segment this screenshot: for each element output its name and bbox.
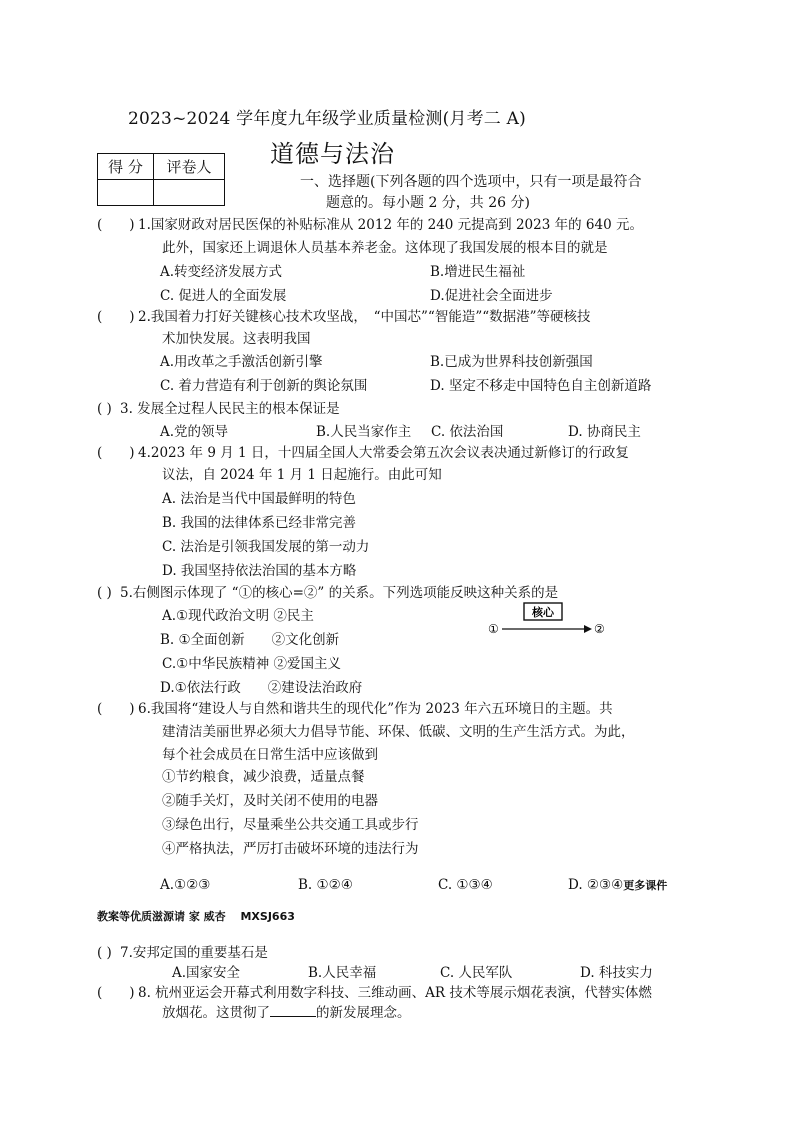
section-heading-line2: 题意的。每小题 2 分，共 26 分) [326,195,530,211]
q8-stem-line2 [162,1004,411,1022]
q2-option-a: A.用改革之手激活创新引擎 [160,354,323,370]
resource-watermark: 教案等优质滋源请 家 威杏 MXSJ663 [97,910,295,923]
q8-answer-paren[interactable]: ( ) [97,985,135,1001]
q5-stem-line1: 5.右侧图示体现了 “①的核心=②” 的关系。下列选项能反映这种关系的是 [120,585,559,601]
q1-answer-paren[interactable]: ( ) [97,217,135,233]
q8-stem-line2-start: 放烟花。这贯彻了 [162,1005,270,1021]
q6-stem-line1: 6.我国将“建设人与自然和谐共生的现代化”作为 2023 年六五环境日的主题。共 [138,701,613,717]
q5-option-a: A.①现代政治文明 ②民主 [162,608,314,624]
score-header: 得 分 [98,154,154,180]
q1-stem-line1: 1.国家财政对居民医保的补贴标准从 2012 年的 240 元提高到 2023 年的 640 元。 [138,217,643,233]
q1-stem-line2: 此外，国家还上调退休人员基本养老金。这体现了我国发展的根本目的就是 [162,240,608,256]
q1-option-a: A.转变经济发展方式 [160,264,283,280]
q6-stem-line3: 每个社会成员在日常生活中应该做到 [162,747,378,763]
exam-title: 2023~2024 学年度九年级学业质量检测(月考二 A) [128,109,526,129]
q8-stem-line2-end: 的新发展理念。 [316,1005,411,1021]
q4-stem-line2: 议法，自 2024 年 1 月 1 日起施行。由此可知 [162,467,442,483]
q7-option-c: C. 人民军队 [440,965,513,981]
diagram-arrow-head [584,625,592,633]
q7-answer-paren[interactable]: ( ) [97,945,112,961]
grader-cell[interactable] [154,180,225,206]
grader-header: 评卷人 [154,154,225,180]
score-table [97,153,225,206]
q2-option-b: B.已成为世界科技创新强国 [430,354,593,370]
score-cell[interactable] [98,180,154,206]
section-heading [300,172,720,214]
q2-stem-line2: 术加快发展。这表明我国 [162,331,311,347]
q3-option-c: C. 依法治国 [431,424,504,440]
q2-option-d: D. 坚定不移走中国特色自主创新道路 [430,378,652,394]
q3-stem-line1: 3. 发展全过程人民民主的根本保证是 [120,401,340,417]
q1-option-b: B.增进民生福祉 [430,264,526,280]
q6-answer-paren[interactable]: ( ) [97,701,135,717]
q4-option-c: C. 法治是引领我国发展的第一动力 [162,539,370,555]
diagram-right-label: ② [594,622,605,636]
q6-statement-4: ④严格执法，严厉打击破坏环境的违法行为 [162,841,419,857]
q5-option-b: B. ①全面创新 ②文化创新 [160,632,340,648]
q6-stem-line2: 建清洁美丽世界必须大力倡导节能、环保、低碳、文明的生产生活方式。为此， [162,724,635,740]
q7-stem-line1: 7.安邦定国的重要基石是 [120,945,268,961]
q6-statement-2: ②随手关灯，及时关闭不使用的电器 [162,793,378,809]
core-box-label: 核心 [532,606,554,619]
q6-option-d [568,876,667,895]
q1-option-c: C. 促进人的全面发展 [160,288,287,304]
section-heading-line1: 一、选择题(下列各题的四个选项中，只有一项是最符合 [300,174,642,190]
q7-option-b: B.人民幸福 [308,965,377,981]
more-courseware-watermark: 更多课件 [623,879,668,892]
q5-option-c: C.①中华民族精神 ②爱国主义 [162,656,342,672]
q4-answer-paren[interactable]: ( ) [97,445,135,461]
q6-option-a: A.①②③ [160,877,211,893]
q7-option-a: A.国家安全 [172,965,241,981]
q3-option-a: A.党的领导 [160,424,229,440]
q5-answer-paren[interactable]: ( ) [97,585,112,601]
q3-option-b: B.人民当家作主 [316,424,412,440]
q3-option-d: D. 协商民主 [568,424,641,440]
q4-option-a: A. 法治是当代中国最鲜明的特色 [162,491,356,507]
q6-statement-3: ③绿色出行，尽量乘坐公共交通工具或步行 [162,817,419,833]
q2-option-c: C. 着力营造有利于创新的舆论氛围 [160,378,368,394]
q8-fill-blank[interactable] [270,1004,316,1017]
q6-option-d-text: D. ②③④ [568,877,624,893]
q3-answer-paren[interactable]: ( ) [97,401,112,417]
q4-stem-line1: 4.2023 年 9 月 1 日，十四届全国人大常委会第五次会议表决通过新修订的行政复 [138,445,629,461]
q6-statement-1: ①节约粮食，减少浪费，适量点餐 [162,769,365,785]
q7-option-d: D. 科技实力 [580,965,653,981]
q4-option-b: B. 我国的法律体系已经非常完善 [162,515,357,531]
q5-option-d: D.①依法行政 ②建设法治政府 [160,680,363,696]
q1-option-d: D.促进社会全面进步 [430,288,553,304]
q6-option-b: B. ①②④ [298,877,353,893]
q6-option-c: C. ①③④ [438,877,493,893]
q2-stem-line1: 2.我国着力打好关键核心技术攻坚战， “中国芯”“智能造”“数据港”等硬核技 [138,309,591,325]
core-relation-diagram [488,601,608,641]
q8-stem-line1: 8. 杭州亚运会开幕式利用数字科技、三维动画、AR 技术等展示烟花表演，代替实体燃 [138,985,652,1001]
subject-title: 道德与法治 [270,140,395,168]
q4-option-d: D. 我国坚持依法治国的基本方略 [162,563,357,579]
q2-answer-paren[interactable]: ( ) [97,309,135,325]
diagram-left-label: ① [488,622,499,636]
